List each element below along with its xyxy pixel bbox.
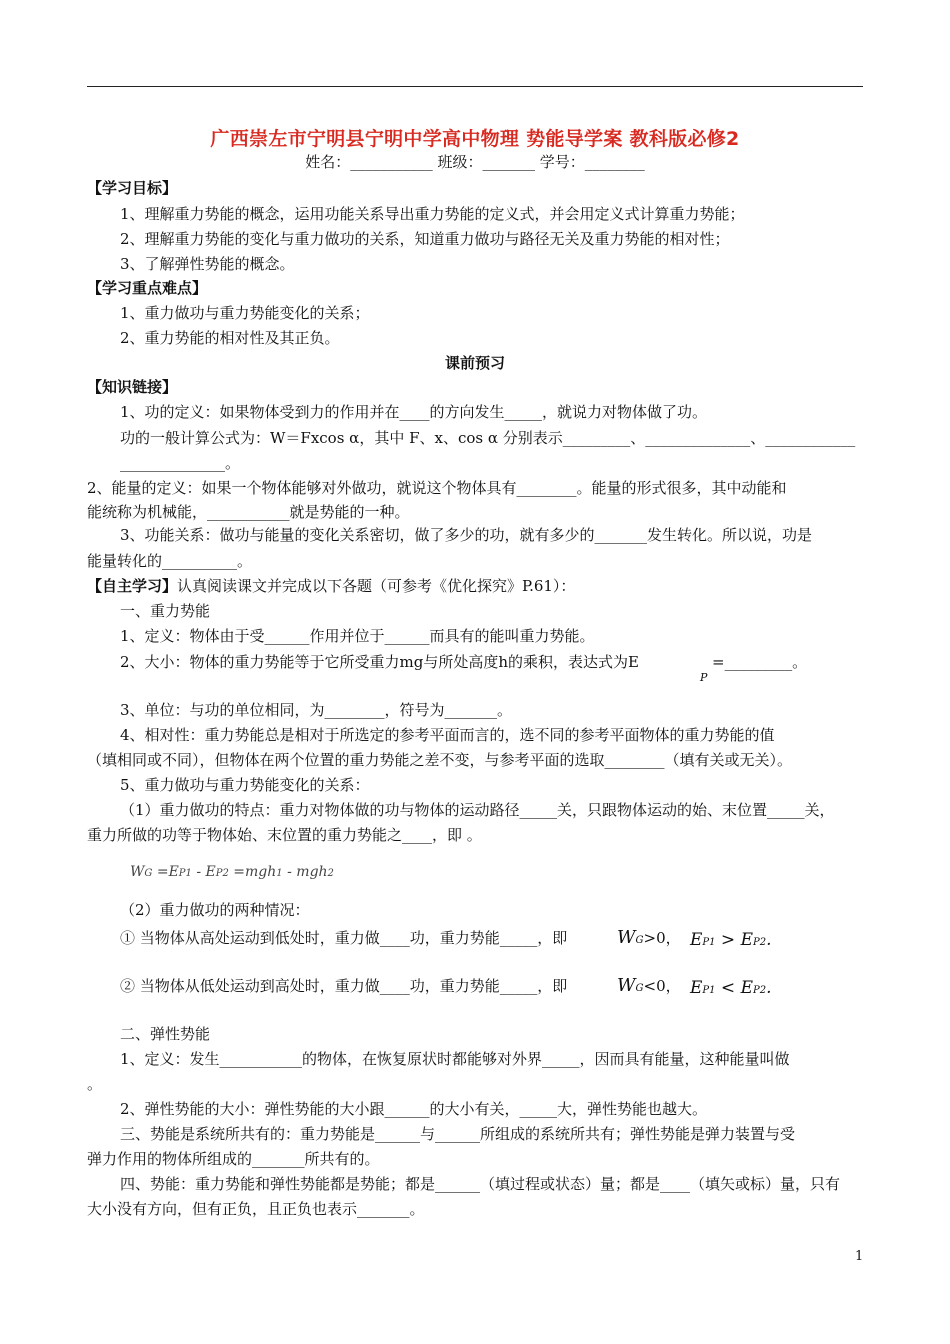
grav-line: 1、定义：物体由于受______作用并位于______而具有的能叫重力势能。 — [120, 627, 595, 645]
grav-line: 4、相对性：重力势能总是相对于所选定的参考平面而言的，选不同的参考平面物体的重力势能的值 — [120, 726, 775, 744]
link-line: 能量转化的__________。 — [87, 552, 253, 570]
ep-subscript: P — [700, 671, 708, 684]
self-study-intro: 认真阅读课文并完成以下各题（可参考《优化探究》P.61）： — [177, 577, 576, 595]
work-energy-formula: WG =EP1 - EP2 =mgh1 - mgh2 — [130, 864, 334, 880]
case-2-line — [120, 976, 567, 996]
grav-line: （填相同或不同），但物体在两个位置的重力势能之差不变，与参考平面的选取________（填有关或无关）。 — [87, 751, 793, 769]
grav-line: （1）重力做功的特点：重力对物体做的功与物体的运动路径_____关，只跟物体运动的始、末位置_____关， — [120, 801, 835, 819]
case-1-energy-relation: EP1 > EP2. — [690, 930, 772, 950]
keypoint-item: 2、重力势能的相对性及其正负。 — [120, 329, 340, 347]
case-1-line — [120, 928, 567, 948]
page-number: 1 — [855, 1249, 864, 1264]
document-title: 广西崇左市宁明县宁明中学高中物理 势能导学案 教科版必修2 — [210, 128, 740, 150]
case-2-text: ② 当物体从低处运动到高处时，重力做____功，重力势能_____，即 — [120, 977, 568, 995]
elastic-line: 二、弹性势能 — [120, 1025, 211, 1043]
grav-line: 2、大小：物体的重力势能等于它所受重力mg与所处高度h的乘积，表达式为E — [120, 653, 639, 671]
grav-line: 5、重力做功与重力势能变化的关系： — [120, 776, 370, 794]
grav-line: 3、单位：与功的单位相同，为________，符号为_______。 — [120, 701, 513, 719]
link-line: 2、能量的定义：如果一个物体能够对外做功，就说这个物体具有________。能量的形式很多，其中动能和 — [87, 479, 787, 497]
case-1-relation: >0， — [643, 929, 681, 947]
elastic-line: 2、弹性势能的大小：弹性势能的大小跟______的大小有关，_____大，弹性势能也越大。 — [120, 1100, 708, 1118]
link-line: 功的一般计算公式为：W＝Fxcos α，其中 F、x、cos α 分别表示_________、______________、____________ — [120, 429, 856, 447]
elastic-line: 1、定义：发生___________的物体，在恢复原状时都能够对外界_____，因而具有能量，这种能量叫做 — [120, 1050, 790, 1068]
case-2-relation: <0， — [643, 977, 681, 995]
two-cases-heading: （2）重力做功的两种情况： — [120, 901, 310, 919]
grav-line: =_________。 — [712, 653, 808, 671]
elastic-line: 四、势能：重力势能和弹性势能都是势能；都是______（填过程或状态）量；都是____（填矢或标）量，只有 — [120, 1175, 841, 1193]
link-line: 3、功能关系：做功与能量的变化关系密切，做了多少的功，就有多少的_______发生转化。所以说，功是 — [120, 526, 813, 544]
case-1-math: WG>0， — [617, 927, 681, 948]
self-study-line — [87, 576, 575, 596]
keypoints-heading: 【学习重点难点】 — [87, 279, 208, 297]
elastic-line: 大小没有方向，但有正负，且正负也表示_______。 — [87, 1200, 425, 1218]
grav-line: 一、重力势能 — [120, 602, 211, 620]
elastic-line: 弹力作用的物体所组成的_______所共有的。 — [87, 1150, 380, 1168]
student-info-line: 姓名：___________ 班级：_______ 学号：________ — [305, 153, 645, 171]
goal-item: 1、理解重力势能的概念，运用功能关系导出重力势能的定义式，并会用定义式计算重力势能； — [120, 205, 745, 223]
link-heading: 【知识链接】 — [87, 378, 178, 396]
case-2-math: WG<0， — [617, 975, 681, 996]
preview-heading: 课前预习 — [444, 354, 505, 372]
link-line: 能统称为机械能，___________就是势能的一种。 — [87, 503, 410, 521]
case-2-energy-relation: EP1 < EP2. — [690, 978, 772, 998]
link-line: ______________。 — [120, 454, 241, 472]
link-line: 1、功的定义：如果物体受到力的作用并在____的方向发生_____，就说力对物体做了功。 — [120, 403, 708, 421]
goals-heading: 【学习目标】 — [87, 179, 178, 197]
elastic-line: 。 — [87, 1075, 103, 1093]
self-study-heading: 【自主学习】 — [87, 577, 178, 595]
goal-item: 3、了解弹性势能的概念。 — [120, 255, 295, 273]
goal-item: 2、理解重力势能的变化与重力做功的关系，知道重力做功与路径无关及重力势能的相对性； — [120, 230, 730, 248]
elastic-line: 三、势能是系统所共有的：重力势能是______与______所组成的系统所共有；弹性势能是弹力装置与受 — [120, 1125, 796, 1143]
keypoint-item: 1、重力做功与重力势能变化的关系； — [120, 304, 370, 322]
header-rule — [87, 86, 863, 87]
case-1-text: ① 当物体从高处运动到低处时，重力做____功，重力势能_____，即 — [120, 929, 568, 947]
grav-line: 重力所做的功等于物体始、末位置的重力势能之____，即 。 — [87, 826, 482, 844]
